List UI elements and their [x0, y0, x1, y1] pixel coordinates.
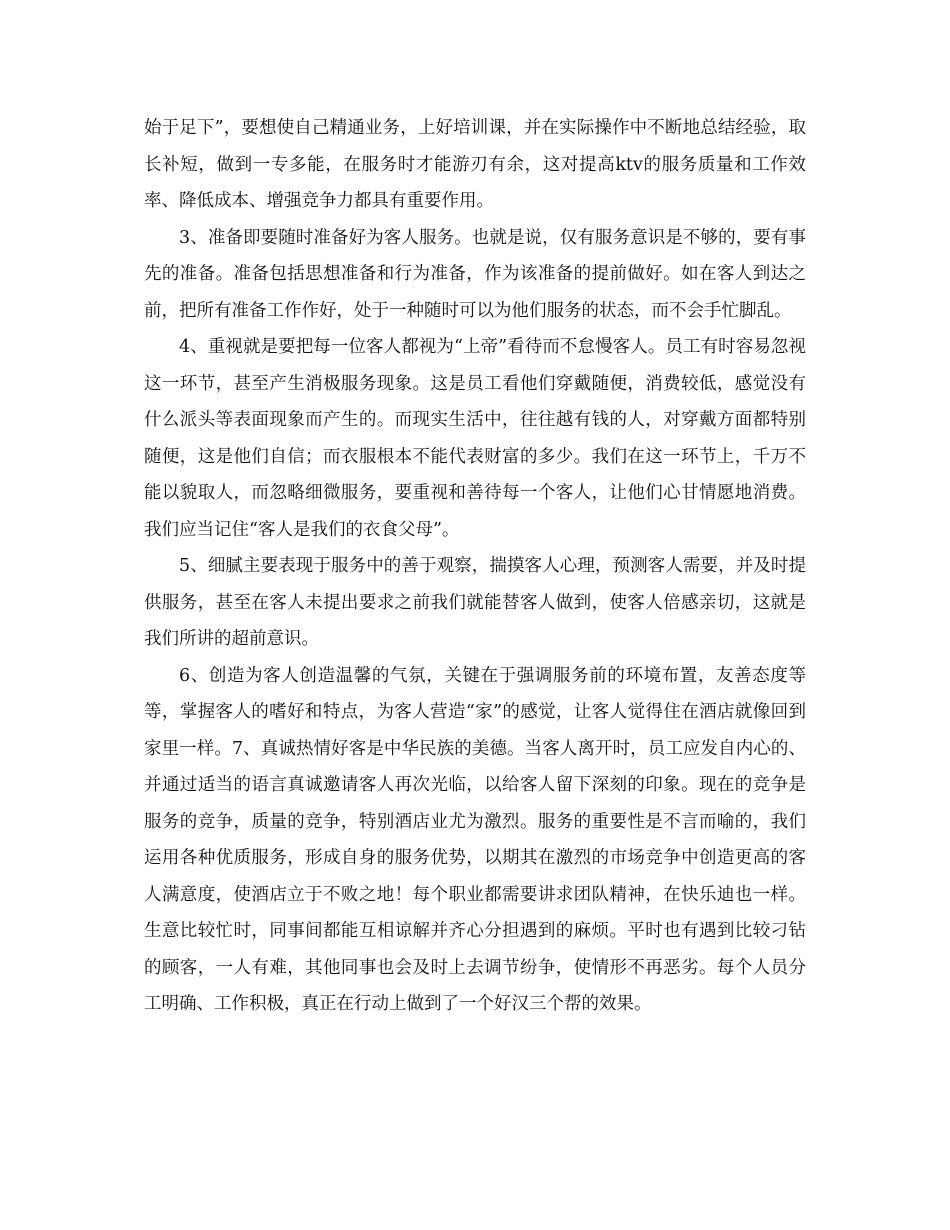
paragraph-continuation: 始于足下”，要想使自己精通业务，上好培训课，并在实际操作中不断地总结经验，取长补短，做到一专多能，在服务时才能游刃有余，这对提高ktv的服务质量和工作效率、降低成本、增强竞争力都具有重要作用。	[144, 118, 806, 211]
paragraph-preparation: 3、准备即要随时准备好为客人服务。也就是说，仅有服务意识是不够的，要有事先的准备。准备包括思想准备和行为准备，作为该准备的提前做好。如在客人到达之前，把所有准备工作作好，处于一种随时可以为他们服务的状态，而不会手忙脚乱。	[144, 227, 806, 321]
paragraph-attention: 4、重视就是要把每一位客人都视为“上帝”看待而不怠慢客人。员工有时容易忽视这一环节，甚至产生消极服务现象。这是员工看他们穿戴随便，消费较低，感觉没有什么派头等表面现象而产生的。而现实生活中，往往越有钱的人，对穿戴方面都特别随便，这是他们自信；而衣服根本不能代表财富的多少。我们在这一环节上，千万不能以貌取人，而忽略细微服务，要重视和善待每一个客人，让他们心甘情愿地消费。我们应当记住“客人是我们的衣食父母”。	[144, 337, 806, 540]
document-body	[144, 110, 806, 1023]
paragraph-creation-sincerity: 6、创造为客人创造温馨的气氛，关键在于强调服务前的环境布置，友善态度等等，掌握客人的嗜好和特点，为客人营造“家”的感觉，让客人觉得住在酒店就像回到家里一样。7、真诚热情好客是中华民族的美德。当客人离开时，员工应发自内心的、并通过适当的语言真诚邀请客人再次光临，以给客人留下深刻的印象。现在的竞争是服务的竞争，质量的竞争，特别酒店业尤为激烈。服务的重要性是不言而喻的，我们运用各种优质服务，形成自身的服务优势，以期其在激烈的市场竞争中创造更高的客人满意度，使酒店立于不败之地！每个职业都需要讲求团队精神，在快乐迪也一样。生意比较忙时，同事间都能互相谅解并齐心分担遇到的麻烦。平时也有遇到比较刁钻的顾客，一人有难，其他同事也会及时上去调节纷争，使情形不再恶劣。每个人员分工明确、工作积极，真正在行动上做到了一个好汉三个帮的效果。	[144, 665, 806, 1014]
paragraph-delicacy: 5、细腻主要表现于服务中的善于观察，揣摸客人心理，预测客人需要，并及时提供服务，甚至在客人未提出要求之前我们就能替客人做到，使客人倍感亲切，这就是我们所讲的超前意识。	[144, 556, 806, 649]
